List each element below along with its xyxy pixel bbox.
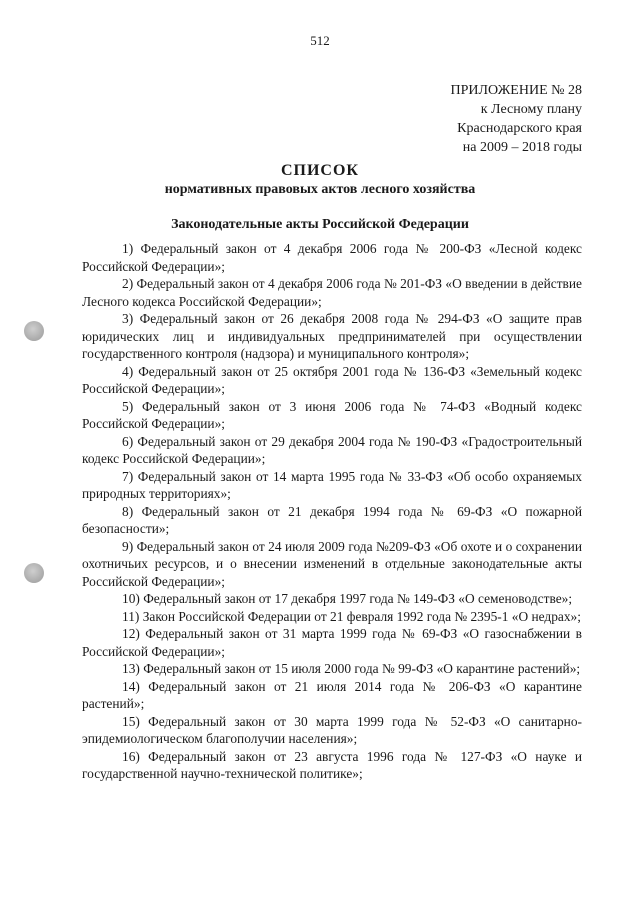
appendix-title: ПРИЛОЖЕНИЕ № 28: [450, 83, 582, 98]
list-item: 14) Федеральный закон от 21 июля 2014 года № 206-ФЗ «О карантине растений»;: [82, 678, 582, 711]
list-item: 2) Федеральный закон от 4 декабря 2006 года № 201-ФЗ «О введении в действие Лесного кодекса Российской Федерации»;: [82, 276, 582, 309]
list-item: 4) Федеральный закон от 25 октября 2001 года № 136-ФЗ «Земельный кодекс Российской Федерации»;: [82, 363, 582, 396]
list-item: 11) Закон Российской Федерации от 21 февраля 1992 года № 2395-1 «О недрах»;: [122, 608, 581, 624]
list-item: 3) Федеральный закон от 26 декабря 2008 года № 294-ФЗ «О защите прав юридических лиц и индивидуальных предпринимателей при осуществлении государственного контроля (надзора) и муниципального контроля»;: [82, 311, 582, 361]
punch-hole: [24, 321, 44, 341]
list-item: 15) Федеральный закон от 30 марта 1999 года № 52-ФЗ «О санитарно-эпидемиологическом благополучии населения»;: [82, 713, 582, 746]
appendix-block: [451, 81, 583, 157]
punch-hole: [24, 563, 44, 583]
list-item: 7) Федеральный закон от 14 марта 1995 года № 33-ФЗ «Об особо охраняемых природных территориях»;: [82, 468, 582, 501]
list-item: 8) Федеральный закон от 21 декабря 1994 года № 69-ФЗ «О пожарной безопасности»;: [82, 503, 582, 536]
page-number: 512: [310, 33, 330, 48]
list-item: 13) Федеральный закон от 15 июля 2000 года № 99-ФЗ «О карантине растений»;: [122, 661, 581, 676]
list-item: 1) Федеральный закон от 4 декабря 2006 года № 200-ФЗ «Лесной кодекс Российской Федерации»;: [82, 241, 582, 274]
document-title: СПИСОК: [280, 162, 360, 179]
list-item: 16) Федеральный закон от 23 августа 1996 года № 127-ФЗ «О науке и государственной научно-технической политике»;: [82, 748, 582, 781]
list-item: 5) Федеральный закон от 3 июня 2006 года № 74-ФЗ «Водный кодекс Российской Федерации»;: [82, 398, 582, 431]
legal-acts-list: [82, 240, 582, 783]
document-subtitle: нормативных правовых актов лесного хозяйства: [164, 182, 476, 197]
appendix-line: к Лесному плану: [480, 102, 582, 117]
appendix-line: на 2009 – 2018 годы: [462, 140, 582, 155]
list-item: 6) Федеральный закон от 29 декабря 2004 года № 190-ФЗ «Градостроительный кодекс Российской Федерации»;: [82, 433, 582, 466]
section-title: Законодательные акты Российской Федерации: [171, 217, 469, 232]
appendix-line: Краснодарского края: [457, 121, 582, 136]
list-item: 10) Федеральный закон от 17 декабря 1997 года № 149-ФЗ «О семеноводстве»;: [122, 591, 573, 606]
list-item: 9) Федеральный закон от 24 июля 2009 года №209-ФЗ «Об охоте и о сохранении охотничьих ресурсов, и о внесении изменений в отдельные законодательные акты Российской Федерации»;: [82, 538, 582, 589]
list-item: 12) Федеральный закон от 31 марта 1999 года № 69-ФЗ «О газоснабжении в Российской Федерации»;: [82, 626, 582, 659]
